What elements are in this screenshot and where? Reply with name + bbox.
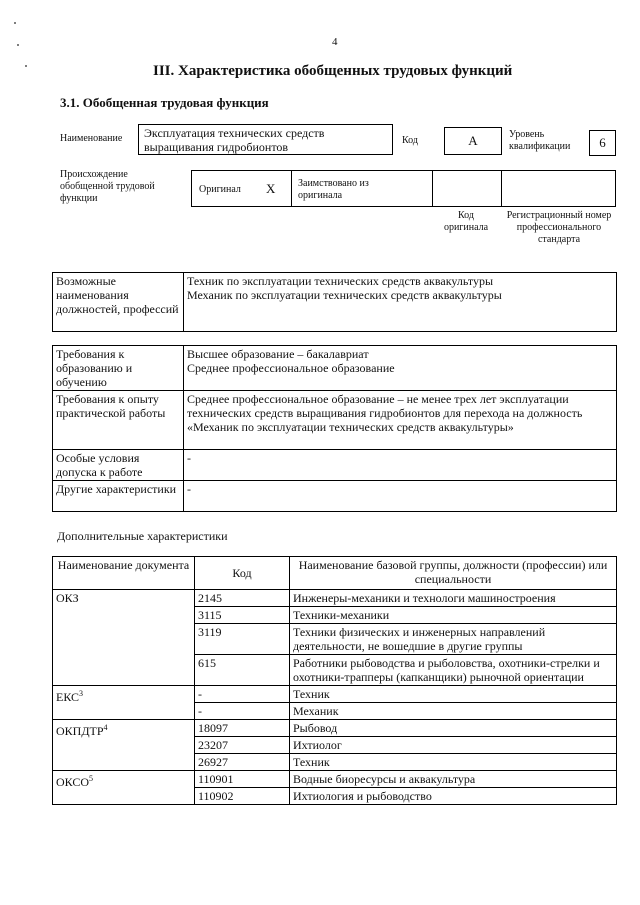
- name-cell: Техник: [290, 686, 617, 703]
- positions-label: Возможные наименования должностей, профессий: [53, 273, 184, 332]
- additional-table: [52, 556, 617, 805]
- code-value-box: [444, 127, 502, 155]
- name-cell: Водные биоресурсы и аквакультура: [290, 771, 617, 788]
- requirement-value: [184, 346, 617, 391]
- requirement-label: Особые условия допуска к работе: [53, 450, 184, 481]
- table-row: [53, 391, 617, 450]
- requirement-label: Другие характеристики: [53, 481, 184, 512]
- positions-values: [184, 273, 617, 332]
- requirement-value: [184, 391, 617, 450]
- scan-speck: [25, 65, 27, 67]
- requirement-line: -: [187, 482, 191, 496]
- scan-speck: [14, 22, 16, 24]
- requirement-label: Требования к опыту практической работы: [53, 391, 184, 450]
- code-cell: 2145: [195, 590, 290, 607]
- additional-title: Дополнительные характеристики: [57, 529, 228, 543]
- code-cell: 615: [195, 655, 290, 686]
- requirements-table: [52, 345, 617, 512]
- origin-label: Происхождение обобщенной трудовой функции: [60, 169, 155, 204]
- name-cell: Ихтиология и рыбоводство: [290, 788, 617, 805]
- name-cell: Техники-механики: [290, 607, 617, 624]
- table-row: [53, 346, 617, 391]
- requirement-line: Среднее профессиональное образование: [187, 361, 395, 375]
- code-original-label: Код оригинала: [443, 210, 489, 233]
- list-item: Механик по эксплуатации технических средств аквакультуры: [187, 288, 502, 302]
- scan-speck: [17, 44, 19, 46]
- code-cell: 18097: [195, 720, 290, 737]
- doc-name: ОКЗ: [56, 591, 79, 605]
- table-header-row: [53, 557, 617, 590]
- name-cell: Инженеры-механики и технологи машиностроения: [290, 590, 617, 607]
- code-value: А: [468, 133, 478, 148]
- level-label: Уровень квалификации: [509, 129, 571, 152]
- borrowed-label: Заимствовано из оригинала: [298, 178, 369, 201]
- table-row: [53, 686, 617, 703]
- footnote-mark: 4: [103, 723, 108, 732]
- code-cell: 26927: [195, 754, 290, 771]
- code-cell: 23207: [195, 737, 290, 754]
- name-cell: Работники рыбоводства и рыболовства, охотники-стрелки и охотники-трапперы (капканщики) рыночной ориентации: [290, 655, 617, 686]
- header-name: Наименование базовой группы, должности (профессии) или специальности: [290, 557, 617, 590]
- code-cell: 3119: [195, 624, 290, 655]
- name-cell: Рыбовод: [290, 720, 617, 737]
- doc-cell: [53, 771, 195, 805]
- reg-number-label: Регистрационный номер профессионального стандарта: [506, 210, 612, 245]
- requirement-value: [184, 481, 617, 512]
- doc-name: ОКПДТР: [56, 724, 104, 738]
- doc-cell: [53, 720, 195, 771]
- code-cell: 3115: [195, 607, 290, 624]
- footnote-mark: 5: [89, 774, 94, 783]
- code-label: Код: [402, 135, 418, 146]
- header-doc: Наименование документа: [53, 557, 195, 590]
- name-cell: Ихтиолог: [290, 737, 617, 754]
- code-cell: -: [195, 703, 290, 720]
- header-code: Код: [195, 557, 290, 590]
- origin-table: [191, 170, 616, 207]
- page-number: 4: [332, 36, 338, 48]
- doc-name: ЕКС: [56, 690, 80, 704]
- positions-table: [52, 272, 617, 332]
- table-row: [53, 450, 617, 481]
- list-item: Техник по эксплуатации технических средств аквакультуры: [187, 274, 493, 288]
- code-cell: 110901: [195, 771, 290, 788]
- name-cell: Техник: [290, 754, 617, 771]
- doc-cell: [53, 686, 195, 720]
- original-label: Оригинал: [199, 184, 241, 195]
- doc-cell: [53, 590, 195, 686]
- footnote-mark: 3: [79, 689, 84, 698]
- level-value: 6: [599, 135, 606, 150]
- requirement-line: Среднее профессиональное образование – не менее трех лет эксплуатации технических средств выращивания гидробионтов для перехода на должность «Механик по эксплуатации технических средств аквакультуры»: [187, 392, 583, 434]
- subsection-title: 3.1. Обобщенная трудовая функция: [60, 95, 269, 110]
- section-title: III. Характеристика обобщенных трудовых функций: [153, 63, 513, 79]
- table-row: [53, 590, 617, 607]
- table-row: [53, 481, 617, 512]
- level-value-box: [589, 130, 616, 156]
- name-cell: Механик: [290, 703, 617, 720]
- table-row: [53, 273, 617, 332]
- code-cell: 110902: [195, 788, 290, 805]
- requirement-value: [184, 450, 617, 481]
- code-cell: -: [195, 686, 290, 703]
- original-mark: X: [266, 181, 276, 196]
- name-value-box: [138, 124, 393, 155]
- doc-name: ОКСО: [56, 775, 90, 789]
- requirement-line: Высшее образование – бакалавриат: [187, 347, 369, 361]
- name-cell: Техники физических и инженерных направлений деятельности, не вошедшие в другие группы: [290, 624, 617, 655]
- table-row: [53, 720, 617, 737]
- name-label: Наименование: [60, 133, 123, 144]
- table-row: [53, 771, 617, 788]
- name-value: Эксплуатация технических средств выращивания гидробионтов: [144, 126, 325, 154]
- requirement-label: Требования к образованию и обучению: [53, 346, 184, 391]
- requirement-line: -: [187, 451, 191, 465]
